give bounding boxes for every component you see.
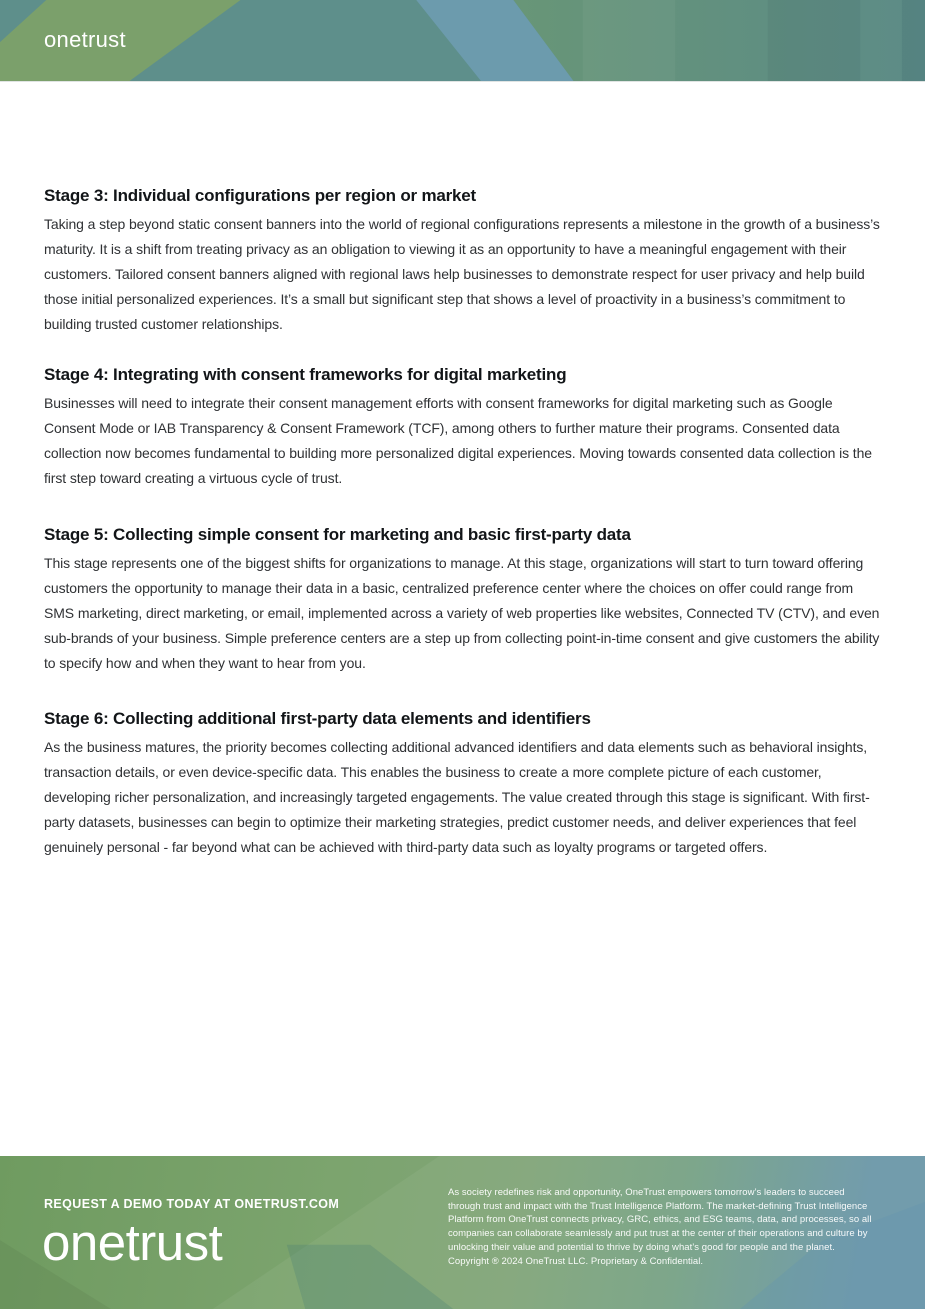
stage-3-body: Taking a step beyond static consent banners into the world of regional configurations represents a milestone in the growth of a business’s maturity. It is a shift from treating privacy as an obligation to viewing it as an opportunity to have a meaningful engagement with their customers. Tailored consent banners aligned with regional laws help businesses to demonstrate respect for user privacy and help build those initial personalized experiences. It’s a small but significant step that shows a level of proactivity in a business’s commitment to building trusted customer relationships.: [44, 216, 880, 333]
request-demo-link[interactable]: REQUEST A DEMO TODAY AT ONETRUST.COM: [44, 1197, 340, 1211]
section-stage-6: [44, 709, 885, 860]
footer-copyright: Copyright ® 2024 OneTrust LLC. Proprietary & Confidential.: [448, 1255, 704, 1267]
footer-band: [0, 1156, 925, 1309]
onetrust-logo: onetrust: [44, 27, 126, 52]
section-stage-3: [44, 186, 885, 337]
onetrust-footer-logo: onetrust: [42, 1214, 223, 1271]
footer-about-block: [448, 1186, 878, 1268]
header-band: [0, 0, 925, 82]
stage-5-body: This stage represents one of the biggest shifts for organizations to manage. At this stage, organizations will start to turn toward offering customers the opportunity to manage their data in a basic, centralized preference center where the choices on offer could range from SMS marketing, direct marketing, or email, implemented across a variety of web properties like websites, Connected TV (CTV), and even sub-brands of your business. Simple preference centers are a step up from collecting point-in-time consent and give customers the ability to specify how and when they want to hear from you.: [44, 555, 880, 672]
stage-6-heading: Stage 6: Collecting additional first-party data elements and identifiers: [44, 709, 591, 728]
stage-3-heading: Stage 3: Individual configurations per region or market: [44, 186, 477, 205]
section-stage-4: [44, 365, 885, 491]
footer-about-text: As society redefines risk and opportunity, OneTrust empowers tomorrow’s leaders to succeed through trust and impact with the Trust Intelligence Platform. The market-defining Trust Intelligence Platform from OneTrust connects privacy, GRC, ethics, and ESG teams, data, and processes, so all companies can collaborate seamlessly and put trust at the center of their operations and culture by unlocking their value and potential to thrive by doing what’s good for people and the planet.: [448, 1187, 872, 1253]
stage-6-body: As the business matures, the priority becomes collecting additional advanced identifiers and data elements such as behavioral insights, transaction details, or even device-specific data. This enables the business to create a more complete picture of each customer, developing richer personalization, and increasingly targeted engagements. The value created through this stage is significant. With first-party datasets, businesses can begin to optimize their marketing strategies, predict customer needs, and deliver experiences that feel genuinely personal - far beyond what can be achieved with third-party data such as loyalty programs or targeted offers.: [44, 739, 870, 856]
stage-4-heading: Stage 4: Integrating with consent frameworks for digital marketing: [44, 365, 567, 384]
section-stage-5: [44, 525, 885, 676]
stage-5-heading: Stage 5: Collecting simple consent for marketing and basic first-party data: [44, 525, 631, 544]
stage-4-body: Businesses will need to integrate their consent management efforts with consent frameworks for digital marketing such as Google Consent Mode or IAB Transparency & Consent Framework (TCF), among others to further mature their programs. Consented data collection now becomes fundamental to building more personalized digital experiences. Moving towards consented data collection is the first step toward creating a virtuous cycle of trust.: [44, 395, 872, 487]
